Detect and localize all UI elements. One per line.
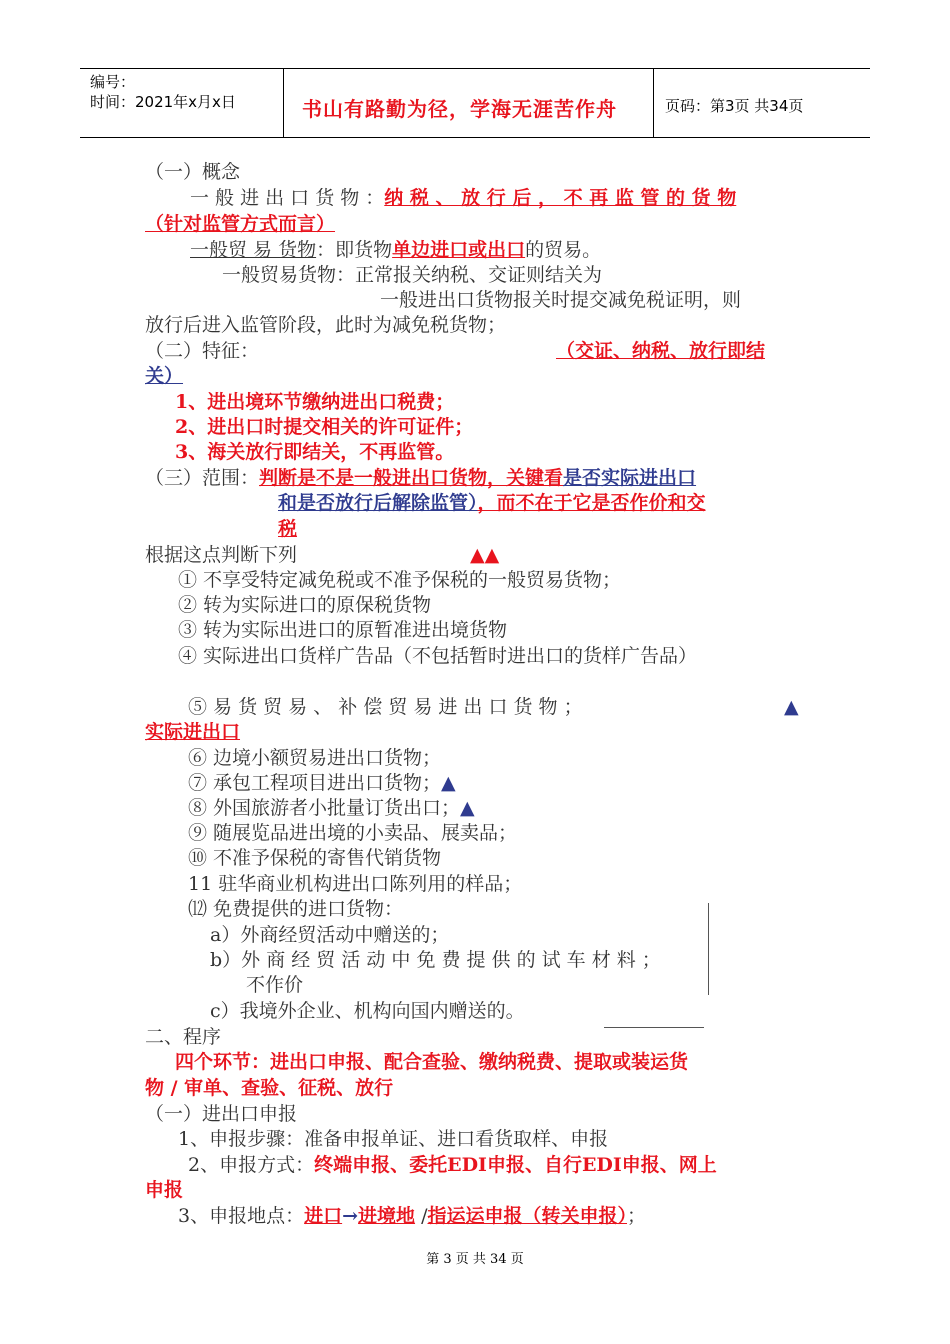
- definition-note: （针对监管方式而言）: [145, 213, 336, 235]
- feature-summary-text: （交证、纳税、放行即结: [556, 340, 766, 362]
- section-1-heading: （一）概念: [145, 161, 241, 183]
- page-footer: 第 3 页 共 34 页: [426, 1252, 524, 1267]
- bracket-line: [604, 1027, 704, 1028]
- procedure-item-label: 2、申报方式：: [188, 1154, 315, 1176]
- scope-highlight-blue: 和是否放行后解除监管）: [278, 492, 478, 514]
- list-item-text: ⑧ 外国旅游者小批量订货出口；: [188, 797, 461, 819]
- definition-highlight: 纳 税 、 放 行 后 ， 不 再 监 管 的 货 物: [384, 187, 737, 209]
- list-item: ⑨ 随展览品进出境的小卖品、展卖品；: [188, 822, 518, 844]
- subsection-heading: （一）进出口申报: [145, 1103, 298, 1125]
- sub-item-continued: 不作价: [246, 974, 304, 996]
- scope-highlight: 判断是不是一般进出口货物，关键看: [259, 467, 564, 489]
- definition-line: [190, 186, 736, 210]
- header-divider: [283, 69, 284, 137]
- scope-line-2: [278, 491, 706, 515]
- bracket-line: [708, 903, 709, 995]
- procedure-item-highlight: 指运运申报（转关申报）: [427, 1205, 628, 1227]
- list-item: ② 转为实际进口的原保税货物: [178, 594, 432, 616]
- definition-term: 一 般 进 出 口 货 物 ：: [190, 187, 385, 209]
- procedure-summary: 四个环节：进出口申报、配合查验、缴纳税费、提取或装运货: [175, 1051, 689, 1073]
- general-trade-term: 一般贸 易 货物: [190, 239, 317, 261]
- procedure-item-highlight: 进口: [304, 1205, 343, 1227]
- separator: /: [415, 1205, 428, 1227]
- feature-item: 1、进出境环节缴纳进出口税费；: [175, 391, 455, 413]
- list-item-note: 实际进出口: [145, 721, 241, 743]
- section-2-heading: （二）特征：: [145, 340, 260, 362]
- list-item-text: ⑦ 承包工程项目进出口货物；: [188, 772, 442, 794]
- feature-item: 2、进出口时提交相关的许可证件；: [175, 416, 474, 438]
- section-3-heading: （三）范围：: [145, 467, 260, 489]
- section-3-line: [145, 466, 696, 490]
- list-item: [188, 796, 475, 820]
- procedure-item-continued: 申报: [145, 1179, 184, 1201]
- procedure-item: 1、申报步骤：准备申报单证、进口看货取样、申报: [178, 1128, 609, 1150]
- list-item: ⑩ 不准予保税的寄售代销货物: [188, 847, 442, 869]
- sub-item: a）外商经贸活动中赠送的；: [210, 924, 450, 946]
- list-item: ⑿ 免费提供的进口货物：: [188, 898, 404, 920]
- page-header: [80, 68, 870, 138]
- text-line: 一般进出口货物报关时提交减免税证明，则: [380, 289, 742, 311]
- procedure-item: [178, 1204, 646, 1228]
- scope-highlight-blue: 是否实际进出口: [563, 467, 697, 489]
- header-motto: 书山有路勤为径，学海无涯苦作舟: [302, 97, 617, 121]
- triangle-icon: ▲: [460, 797, 475, 819]
- header-number-label: 编号：: [90, 73, 136, 91]
- scope-highlight: ，而不在于它是否作价和交: [477, 492, 706, 514]
- general-trade-end: 的贸易。: [525, 239, 602, 261]
- procedure-item-highlight: 进境地: [358, 1205, 416, 1227]
- text-line: 放行后进入监管阶段，此时为减免税货物；: [145, 314, 507, 336]
- list-item: ③ 转为实际出进口的原暂准进出境货物: [178, 619, 508, 641]
- feature-item: 3、海关放行即结关，不再监管。: [175, 441, 455, 463]
- header-page-label: 页码：第3页 共34页: [665, 97, 804, 115]
- text-line: 一般贸易货物：正常报关纳税、交证则结关为: [222, 264, 603, 286]
- list-item: ⑥ 边境小额贸易进出口货物；: [188, 747, 442, 769]
- procedure-item: [188, 1153, 717, 1177]
- judgement-intro: 根据这点判断下列: [145, 544, 298, 566]
- header-divider: [653, 69, 654, 137]
- list-item: [188, 771, 456, 795]
- triangle-icon: ▲: [784, 696, 799, 718]
- sub-item: c）我境外企业、机构向国内赠送的。: [210, 1000, 525, 1022]
- feature-summary: [556, 339, 765, 363]
- list-item: 11 驻华商业机构进出口陈列用的样品；: [188, 873, 523, 895]
- header-time-label: 时间：2021年x月x日: [90, 93, 236, 111]
- triangle-icon: ▲: [441, 772, 456, 794]
- list-item: ① 不享受特定减免税或不准予保税的一般贸易货物；: [178, 569, 622, 591]
- sub-item: b）外 商 经 贸 活 动 中 免 费 提 供 的 试 车 材 料 ；: [210, 949, 661, 971]
- punctuation: ；: [627, 1205, 647, 1227]
- general-trade-text: ：即货物: [316, 239, 393, 261]
- list-item: ④ 实际进出口货样广告品（不包括暂时进出口的货样广告品）: [178, 645, 698, 667]
- feature-summary-end: 关）: [145, 365, 184, 387]
- procedure-summary: 物 / 审单、查验、征税、放行: [145, 1077, 394, 1099]
- arrow-icon: →: [342, 1205, 359, 1227]
- general-trade-line: [190, 238, 601, 262]
- general-trade-highlight: 单边进口或出口: [392, 239, 526, 261]
- procedure-item-label: 3、申报地点：: [178, 1205, 305, 1227]
- scope-line-3: 税: [278, 518, 298, 540]
- section-heading: 二、程序: [145, 1026, 222, 1048]
- procedure-item-highlight: 终端申报、委托EDI申报、自行EDI申报、网上: [314, 1154, 717, 1176]
- list-item: ⑤ 易 货 贸 易 、 补 偿 贸 易 进 出 口 货 物 ；: [188, 696, 583, 718]
- triangle-icon: ▲▲: [470, 544, 500, 566]
